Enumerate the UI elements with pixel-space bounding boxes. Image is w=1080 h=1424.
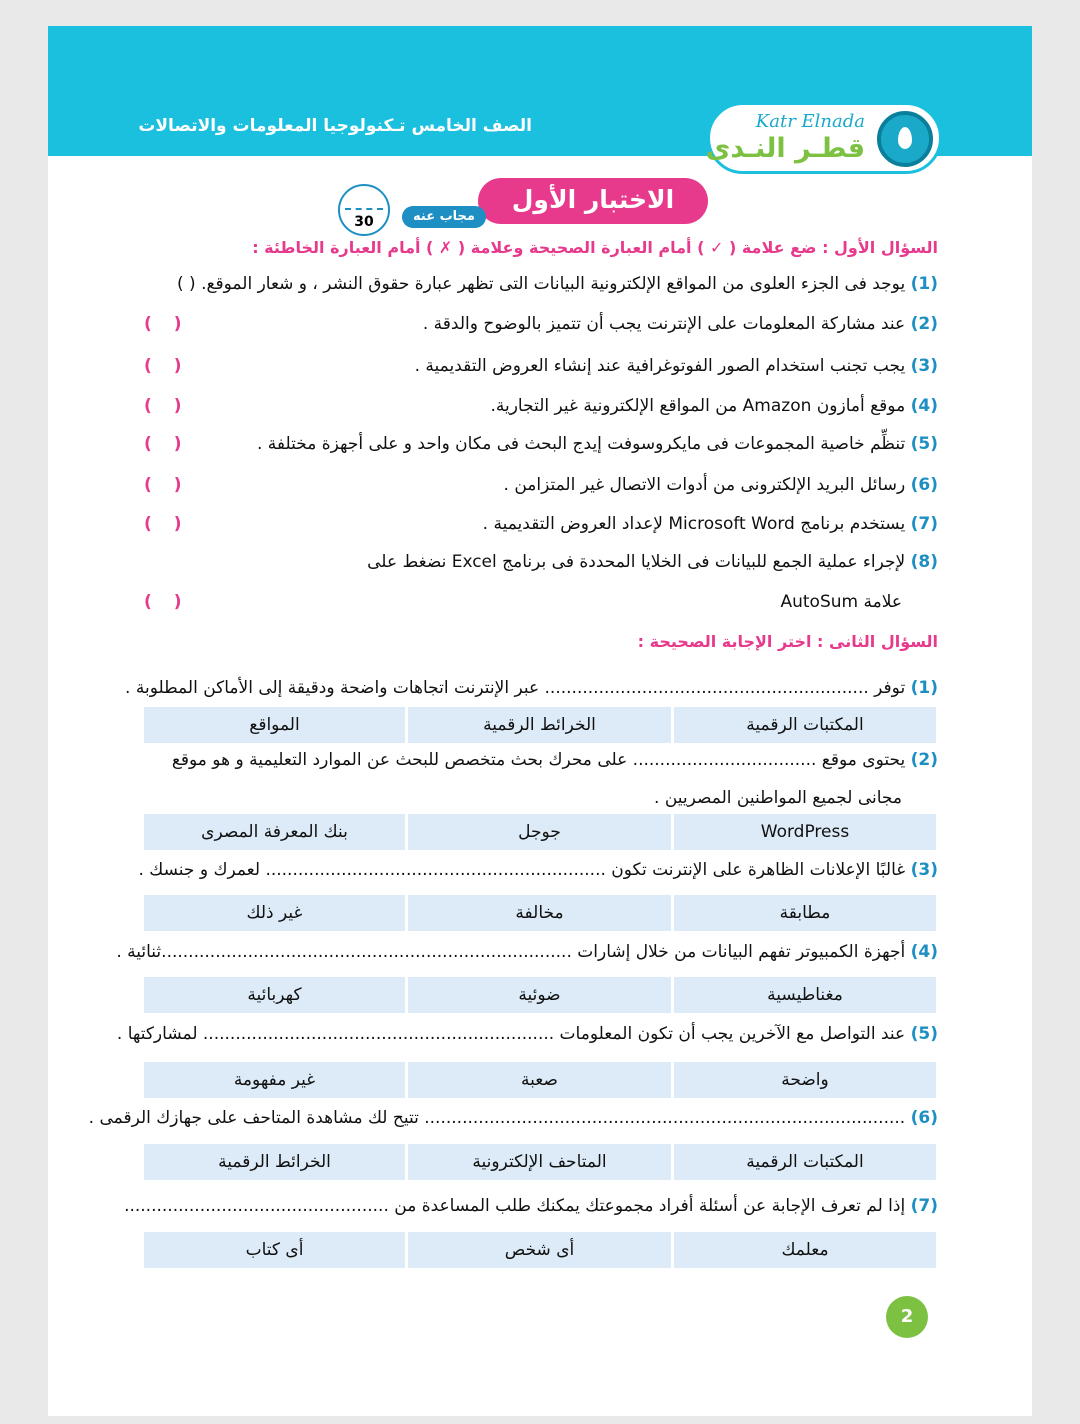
item-number: (8) [910,552,938,572]
option-b[interactable]: جوجل [408,814,671,850]
publisher-logo [707,102,942,174]
option-a[interactable]: واضحة [674,1062,936,1098]
q1-item-8 [367,552,938,572]
option-b[interactable]: ضوئية [408,977,671,1013]
item-text: عند مشاركة المعلومات على الإنترنت يجب أن تتميز بالوضوح والدقة . [422,314,906,334]
item-text: يستخدم برنامج Microsoft Word لإعداد العروض التقديمية . [482,514,906,534]
item-number: (1) [910,678,938,698]
item-number: (6) [910,475,938,495]
option-c[interactable]: غير مفهومة [144,1062,405,1098]
page-number: 2 [886,1296,928,1338]
option-c[interactable]: بنك المعرفة المصرى [144,814,405,850]
option-c[interactable]: الخرائط الرقمية [144,1144,405,1180]
worksheet-page [48,26,1032,1416]
q2-item-1-options [144,707,936,743]
q1-item-2 [423,314,938,334]
item-number: (4) [910,396,938,416]
option-a[interactable]: مطابقة [674,895,936,931]
option-b[interactable]: مخالفة [408,895,671,931]
q2-item-6 [89,1108,938,1128]
item-text: عند التواصل مع الآخرين يجب أن تكون المعلومات ................................................................. لمشاركتها . [116,1024,906,1044]
water-drop-icon [877,111,933,167]
answer-blank[interactable]: ( ) [144,434,190,454]
item-text: توفر ............................................................ عبر الإنترنت اتجاهات واضحة ودقيقة إلى الأماكن المطلوبة . [125,678,906,698]
q1-item-6 [504,475,938,495]
q2-item-5 [117,1024,938,1044]
option-a[interactable]: WordPress [674,814,936,850]
q2-item-4-options [144,977,936,1013]
q2-item-1 [125,678,938,698]
item-text: لإجراء عملية الجمع للبيانات فى الخلايا المحددة فى برنامج Excel نضغط على [367,552,906,572]
option-b[interactable]: المتاحف الإلكترونية [408,1144,671,1180]
item-text: إذا لم تعرف الإجابة عن أسئلة أفراد مجموعتك يمكنك طلب المساعدة من ................................................. [124,1196,906,1216]
answer-blank[interactable]: ( ) [144,356,190,376]
score-circle [338,184,390,236]
option-a[interactable]: المكتبات الرقمية [674,707,936,743]
q2-item-6-options [144,1144,936,1180]
option-b[interactable]: صعبة [408,1062,671,1098]
option-c[interactable]: المواقع [144,707,405,743]
q2-item-3 [138,860,938,880]
item-text: أجهزة الكمبيوتر تفهم البيانات من خلال إشارات ............................................................................ثنائية . [116,942,906,962]
answer-blank[interactable]: ( ) [144,314,190,334]
option-c[interactable]: أى كتاب [144,1232,405,1268]
answer-blank[interactable]: ( ) [144,475,190,495]
item-number: (3) [910,356,938,376]
q1-item-8-continued: علامة AutoSum [780,592,902,612]
item-number: (5) [910,434,938,454]
q1-item-5 [257,434,938,454]
item-number: (4) [910,942,938,962]
score-value: 30 [354,214,374,230]
item-text: ......................................................................................... تتيح لك مشاهدة المتاحف على جهازك الرقمى . [88,1108,906,1128]
option-a[interactable]: معلمك [674,1232,936,1268]
item-number: (6) [910,1108,938,1128]
option-c[interactable]: كهربائية [144,977,405,1013]
option-c[interactable]: غير ذلك [144,895,405,931]
q2-item-5-options [144,1062,936,1098]
answer-blank[interactable]: ( ) [144,396,190,416]
exam-title-banner [478,178,708,224]
option-b[interactable]: أى شخص [408,1232,671,1268]
logo-latin-text: Katr Elnada [755,111,865,132]
answer-blank[interactable]: ( ) [144,592,190,612]
item-text: يجب تجنب استخدام الصور الفوتوغرافية عند إنشاء العروض التقديمية . [414,356,906,376]
item-number: (2) [910,314,938,334]
answer-blank[interactable]: ( ) [144,514,190,534]
q2-item-2-continued: مجانى لجميع المواطنين المصريين . [654,788,902,808]
logo-arabic-text: قطـر النـدى [705,133,865,164]
q2-item-2-options [144,814,936,850]
q2-item-2 [172,750,938,770]
q1-item-7 [483,514,938,534]
item-number: (1) [910,274,938,294]
q2-item-4 [116,942,938,962]
item-number: (7) [910,1196,938,1216]
q1-item-3 [415,356,938,376]
item-text: غالبًا الإعلانات الظاهرة على الإنترنت تكون ............................................................... لعمرك و جنسك . [138,860,906,880]
q2-item-3-options [144,895,936,931]
item-text: يوجد فى الجزء العلوى من المواقع الإلكترونية البيانات التى تظهر عبارة حقوق النشر ، و شعار الموقع. ( ) [177,274,906,294]
exam-title: الاختبار الأول [511,185,675,214]
option-b[interactable]: الخرائط الرقمية [408,707,671,743]
question-1-heading: السؤال الأول : ضع علامة ( ✓ ) أمام العبارة الصحيحة وعلامة ( ✗ ) أمام العبارة الخاطئة : [252,238,938,257]
item-number: (3) [910,860,938,880]
option-a[interactable]: مغناطيسية [674,977,936,1013]
q2-item-7-options [144,1232,936,1268]
item-text: تنظِّم خاصية المجموعات فى مايكروسوفت إيدج البحث فى مكان واحد و على أجهزة مختلفة . [256,434,906,454]
item-text: موقع أمازون Amazon من المواقع الإلكترونية غير التجارية. [490,396,906,416]
option-a[interactable]: المكتبات الرقمية [674,1144,936,1180]
q2-item-7 [124,1196,938,1216]
item-text: رسائل البريد الإلكترونى من أدوات الاتصال غير المتزامن . [503,475,906,495]
item-number: (5) [910,1024,938,1044]
subject-title: الصف الخامس تـكنولوجيا المعلومات والاتصالات [138,116,532,136]
item-text: يحتوى موقع .................................. على محرك بحث متخصص للبحث عن الموارد التعليمية و هو موقع [171,750,906,770]
solved-badge: مجاب عنه [402,206,486,228]
question-2-heading: السؤال الثانى : اختر الإجابة الصحيحة : [637,632,938,651]
q1-item-4 [490,396,938,416]
item-number: (2) [910,750,938,770]
q1-item-1 [177,274,938,294]
item-number: (7) [910,514,938,534]
